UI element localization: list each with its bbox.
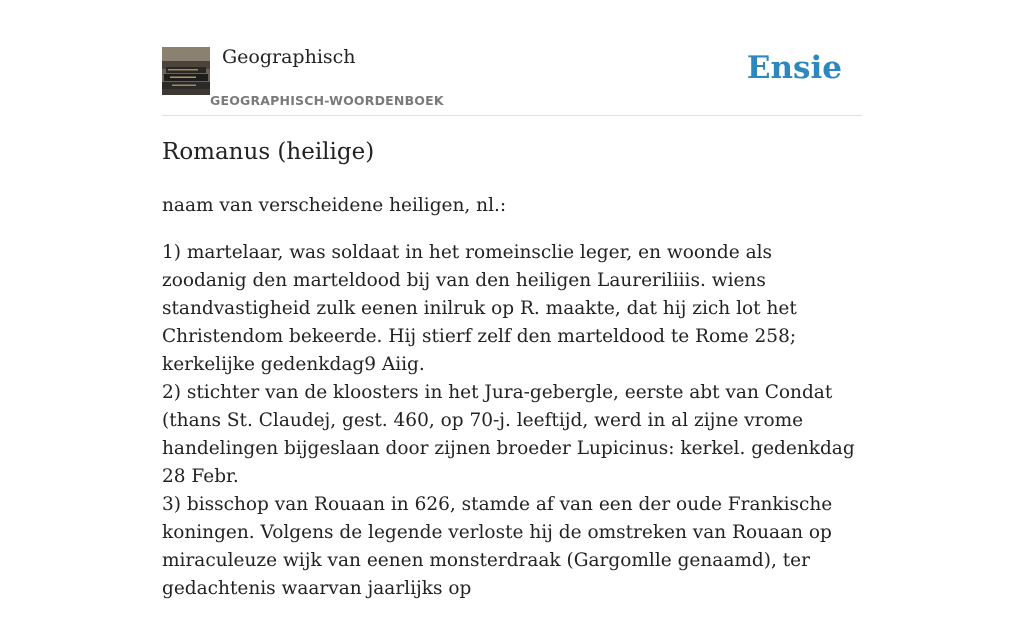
entry-item: 3) bisschop van Rouaan in 626, stamde af van een der oude Frankische koningen. Volgens de legende verloste hij de omstreken van Rouaan op miraculeuze wijk van eenen monsterdraak (Gargomlle genaamd), ter gedachtenis waarvan jaarlijks op <box>162 494 833 599</box>
book-cover-avatar[interactable] <box>162 47 210 95</box>
brand-logo[interactable]: Ensie <box>746 50 842 86</box>
site-header <box>162 40 862 116</box>
entry-content <box>162 192 862 622</box>
entry-item: 1) martelaar, was soldaat in het romeinsclie leger, en woonde als zoodanig den marteldood bij van den heiligen Laureriliiis. wiens standvastigheid zulk eenen inilruk op R. maakte, dat hij zich lot het Christendom bekeerde. Hij stierf zelf den marteldood te Rome 258; kerkelijke gedenkdag9 Aiig. <box>162 242 797 375</box>
entry-item: 2) stichter van de kloosters in het Jura-gebergle, eerste abt van Condat (thans St. Claudej, gest. 460, op 70-j. leeftijd, werd in al zijne vrome handelingen bijgeslaan door zijnen broeder Lupicinus: kerkel. gedenkdag 28 Febr. <box>162 382 855 487</box>
book-title[interactable]: Geographisch <box>222 46 356 68</box>
book-cover-image <box>162 47 210 95</box>
entry-intro: naam van verscheidene heiligen, nl.: <box>162 195 507 216</box>
entry-title: Romanus (heilige) <box>162 139 375 165</box>
entry-body <box>162 239 862 603</box>
book-subtitle[interactable]: GEOGRAPHISCH-WOORDENBOEK <box>210 93 444 108</box>
